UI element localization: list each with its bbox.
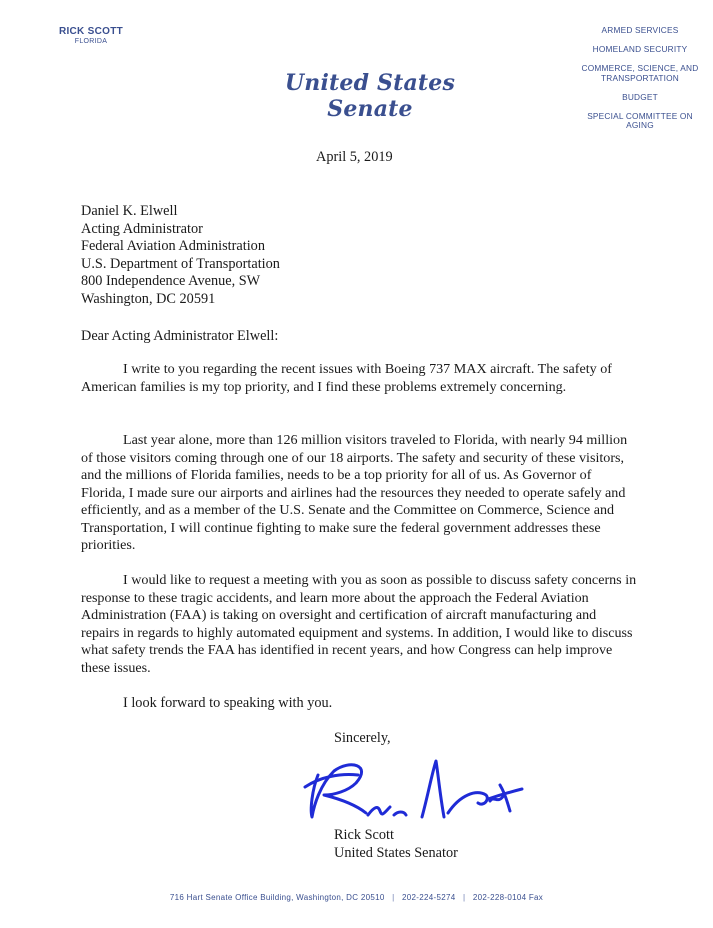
committee-item: ARMED SERVICES	[601, 25, 679, 35]
senate-letterhead-title: United States Senate	[284, 70, 456, 122]
complimentary-close: Sincerely,	[334, 730, 391, 746]
office-phone: 202-224-5274	[402, 893, 456, 902]
senator-name: RICK SCOTT	[58, 26, 124, 37]
recipient-line: U.S. Department of Transportation	[81, 255, 280, 272]
committee-list	[575, 26, 705, 140]
senator-header	[56, 26, 126, 45]
recipient-line: 800 Independence Avenue, SW	[81, 273, 261, 289]
office-fax: 202-228-0104 Fax	[472, 893, 544, 902]
recipient-line: Washington, DC 20591	[81, 290, 216, 307]
salutation: Dear Acting Administrator Elwell:	[81, 328, 279, 344]
committee-item: COMMERCE, SCIENCE, AND TRANSPORTATION	[581, 63, 699, 83]
handwritten-signature	[300, 755, 525, 835]
senator-state: FLORIDA	[74, 38, 108, 45]
body-paragraph: I would like to request a meeting with you as soon as possible to discuss safety concerns in response to these tragic accidents, and learn more about the approach the Federal Aviation Administration (FAA) is taking on oversight and certification of aircraft manufacturing and repairs in regards to highly automated equipment and systems. In addition, I would like to discuss what safety trends the FAA has identified in recent years, and how Congress can help improve these issues.	[81, 572, 637, 676]
letterhead-footer	[0, 893, 713, 902]
committee-item: SPECIAL COMMITTEE ON AGING	[587, 110, 693, 130]
recipient-line: Daniel K. Elwell	[81, 203, 178, 219]
body-paragraph: Last year alone, more than 126 million visitors traveled to Florida, with nearly 94 million of those visitors coming through one of our 18 airports. The safety and security of these visitors, and the millions of Florida families, needs to be a top priority for all of us. As Governor of Florida, I made sure our airports and airlines had the resources they needed to operate safely and efficiently, and as a member of the U.S. Senate and the Committee on Commerce, Science and Transportation, I will continue fighting to make sure the federal government addresses these priorities.	[81, 432, 628, 553]
footer-divider: |	[462, 893, 466, 902]
committee-item: BUDGET	[622, 91, 658, 102]
closing-paragraph: I look forward to speaking with you.	[123, 695, 333, 711]
recipient-address	[81, 203, 280, 308]
recipient-line: Acting Administrator	[81, 220, 203, 237]
office-address: 716 Hart Senate Office Building, Washington, DC 20510	[169, 893, 385, 902]
recipient-line: Federal Aviation Administration	[81, 238, 265, 254]
signer-title: United States Senator	[334, 844, 458, 861]
signer-block	[334, 827, 458, 862]
footer-divider: |	[392, 893, 395, 902]
committee-item: HOMELAND SECURITY	[592, 44, 688, 54]
signer-name: Rick Scott	[334, 827, 394, 843]
body-paragraph: I write to you regarding the recent issues with Boeing 737 MAX aircraft. The safety of American families is my top priority, and I find these problems extremely concerning.	[81, 361, 612, 395]
letter-date: April 5, 2019	[316, 149, 393, 165]
